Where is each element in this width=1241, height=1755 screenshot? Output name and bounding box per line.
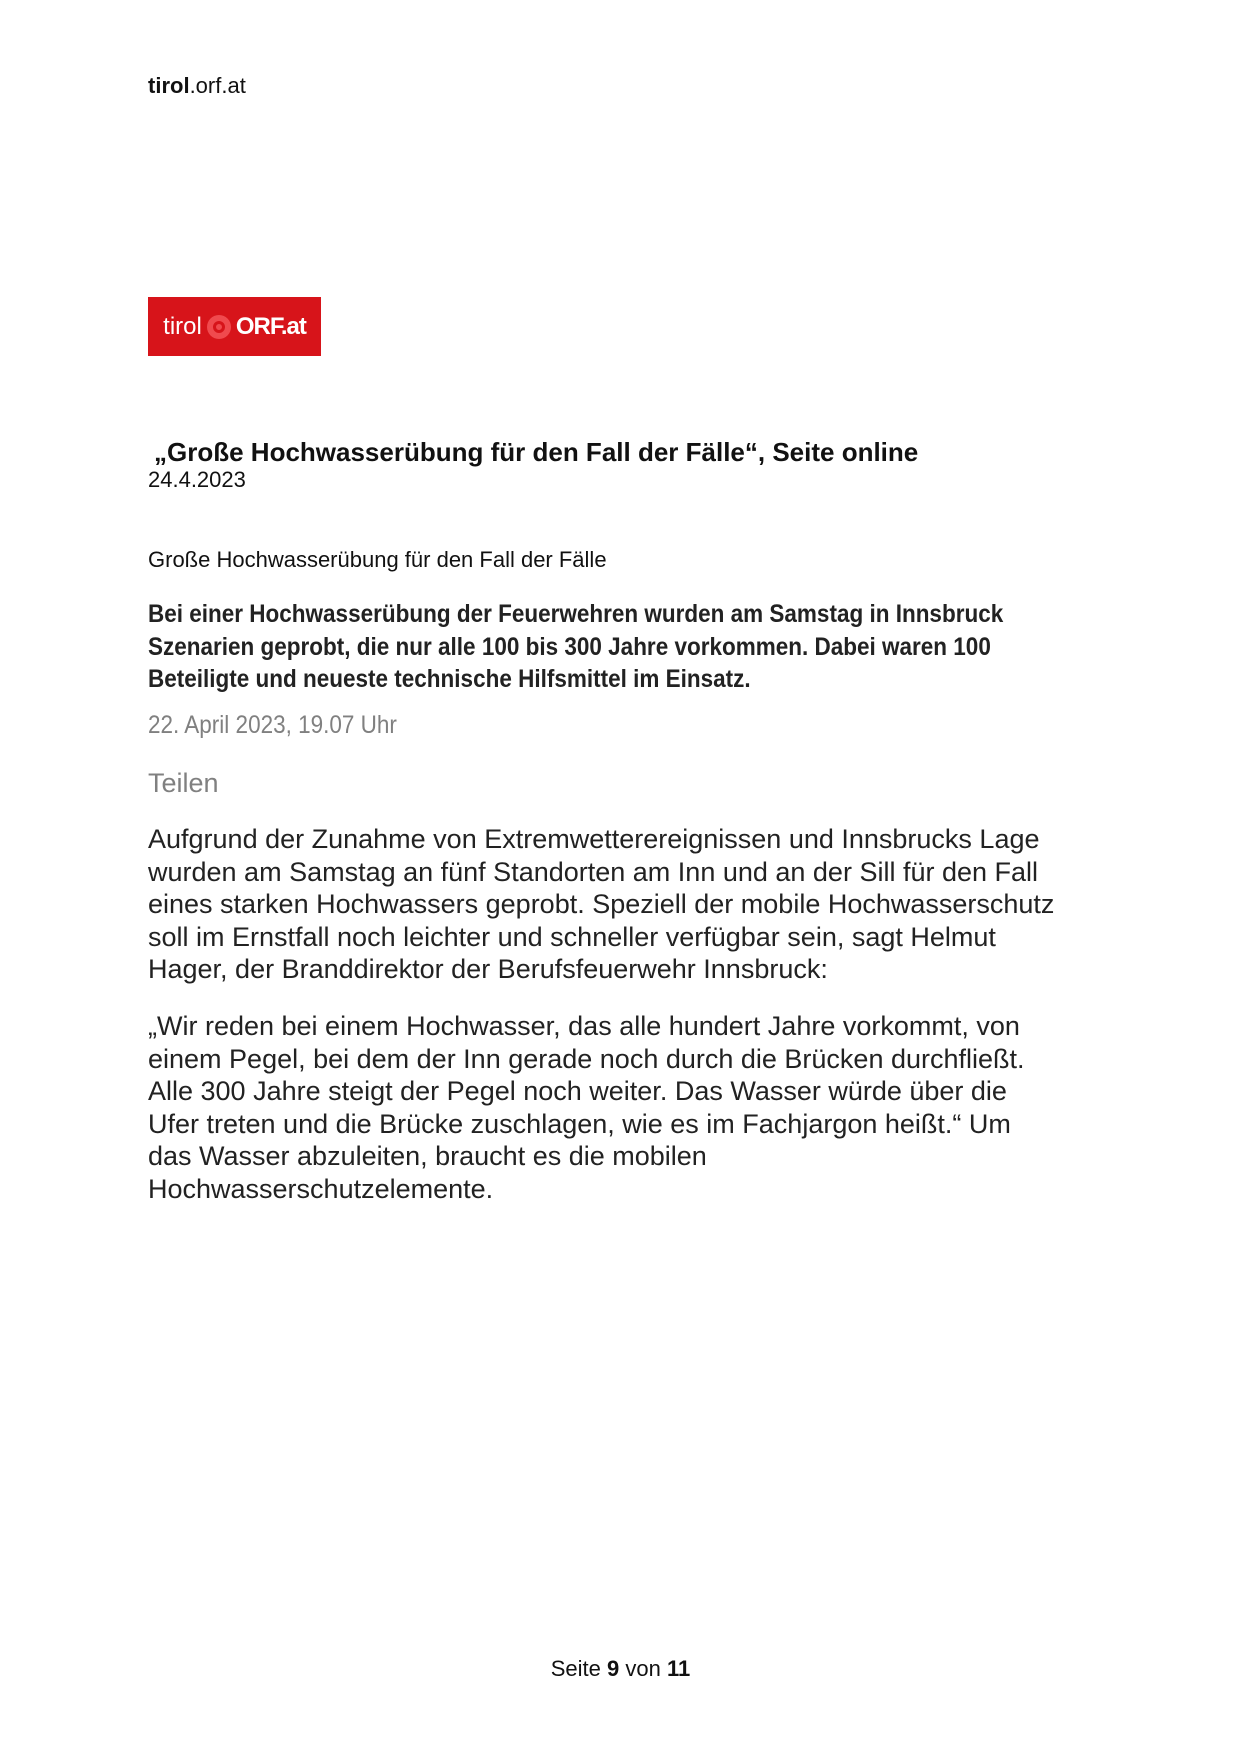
paragraph-line: Aufgrund der Zunahme von Extremwetterereignissen und Innsbrucks Lage bbox=[148, 824, 1040, 854]
article-title: Große Hochwasserübung für den Fall der Fälle bbox=[148, 547, 607, 572]
paragraph-line: wurden am Samstag an fünf Standorten am Inn und an der Sill für den Fall bbox=[148, 856, 1039, 887]
site-header-bold: tirol bbox=[148, 73, 190, 98]
paragraph-line: eines starken Hochwassers geprobt. Speziell der mobile Hochwasserschutz bbox=[148, 889, 1055, 919]
document-date: 24.4.2023 bbox=[148, 467, 246, 492]
article-paragraph-2 bbox=[148, 1010, 1108, 1205]
page-footer bbox=[0, 1655, 1241, 1683]
paragraph-line: Hager, der Branddirektor der Berufsfeuerwehr Innsbruck: bbox=[148, 954, 828, 984]
paragraph-line: Ufer treten und die Brücke zuschlagen, wie es im Fachjargon heißt.“ Um bbox=[148, 1108, 1011, 1139]
article-lead-line: Szenarien geprobt, die nur alle 100 bis 300 Jahre vorkommen. Dabei waren 100 bbox=[148, 632, 991, 661]
logo-right-text: ORF.at bbox=[235, 312, 306, 340]
footer-current-page: 9 bbox=[607, 1656, 620, 1681]
orf-eye-icon bbox=[207, 315, 231, 339]
article-lead-line: Bei einer Hochwasserübung der Feuerwehren wurden am Samstag in Innsbruck bbox=[148, 600, 1004, 628]
tirol-orf-logo bbox=[148, 297, 321, 356]
site-header bbox=[148, 72, 246, 100]
paragraph-line: „Wir reden bei einem Hochwasser, das alle hundert Jahre vorkommt, von bbox=[148, 1011, 1020, 1041]
share-link[interactable]: Teilen bbox=[148, 768, 219, 798]
paragraph-line: Hochwasserschutzelemente. bbox=[148, 1173, 494, 1204]
article-paragraph-1 bbox=[148, 823, 1108, 986]
paragraph-line: das Wasser abzuleiten, braucht es die mobilen bbox=[148, 1141, 707, 1171]
logo-left-text: tirol bbox=[163, 312, 202, 340]
site-header-rest: .orf.at bbox=[189, 73, 246, 98]
footer-total-pages: 11 bbox=[667, 1656, 691, 1681]
paragraph-line: einem Pegel, bei dem der Inn gerade noch durch die Brücken durchfließt. bbox=[148, 1043, 1025, 1074]
article-timestamp: 22. April 2023, 19.07 Uhr bbox=[148, 711, 397, 739]
footer-prefix: Seite bbox=[550, 1656, 601, 1681]
paragraph-line: soll im Ernstfall noch leichter und schneller verfügbar sein, sagt Helmut bbox=[148, 921, 996, 952]
document-title: „Große Hochwasserübung für den Fall der Fälle“, Seite online bbox=[154, 437, 919, 467]
footer-middle: von bbox=[625, 1656, 661, 1681]
paragraph-line: Alle 300 Jahre steigt der Pegel noch weiter. Das Wasser würde über die bbox=[148, 1076, 1007, 1106]
article-lead-line: Beteiligte und neueste technische Hilfsmittel im Einsatz. bbox=[148, 665, 751, 693]
article-lead bbox=[148, 598, 1084, 696]
